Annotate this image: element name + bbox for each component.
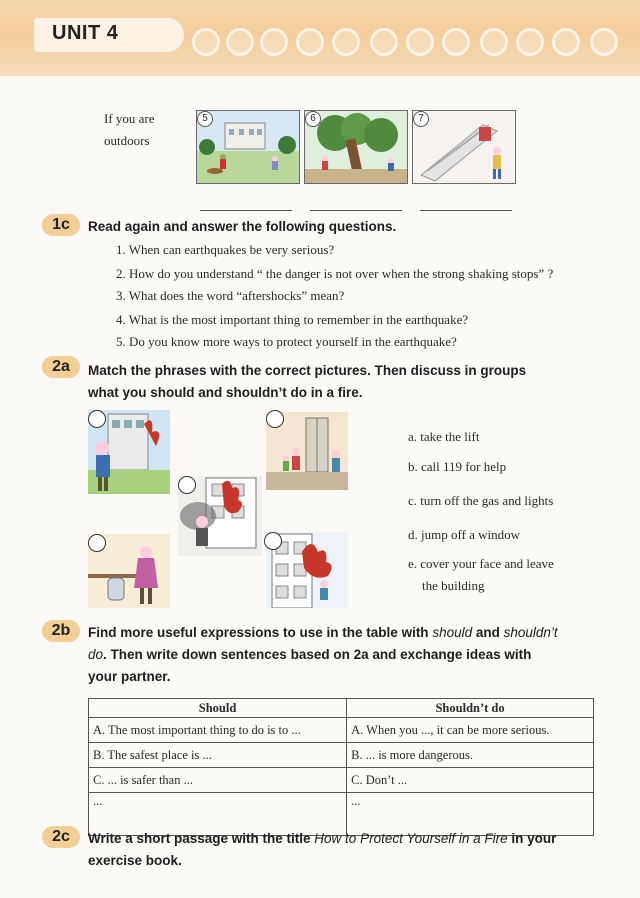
instruction-1c: Read again and answer the following questions.	[88, 219, 397, 234]
picture-outdoors-bridge	[412, 110, 516, 184]
option-d: d. jump off a window	[408, 527, 521, 542]
table-cell: A. When you ..., it can be more serious.	[347, 718, 594, 743]
deco-ring	[296, 28, 324, 56]
section-badge-2b: 2b	[42, 620, 80, 642]
picture-number: 7	[413, 111, 429, 127]
instruction-2a-line1: Match the phrases with the correct pictures. Then discuss in groups	[88, 363, 527, 378]
unit-header-band	[0, 0, 640, 76]
match-answer-circle[interactable]	[266, 410, 284, 428]
question-4: 4. What is the most important thing to remember in the earthquake?	[116, 312, 469, 327]
table-cell: C. Don’t ...	[347, 768, 594, 793]
question-2: 2. How do you understand “ the danger is not over when the strong shaking stops” ?	[116, 266, 554, 281]
table-cell: B. The safest place is ...	[89, 743, 347, 768]
table-row	[89, 718, 594, 743]
table-cell: ...	[89, 793, 347, 836]
instruction-2a-line2: what you should and shouldn’t do in a fire.	[88, 385, 363, 400]
deco-ring	[260, 28, 288, 56]
section-badge-1c: 1c	[42, 214, 80, 236]
outdoors-label-line2: outdoors	[104, 133, 150, 148]
picture-outdoors-field	[196, 110, 300, 184]
deco-ring	[192, 28, 220, 56]
outdoors-label-line1: If you are	[104, 111, 155, 126]
match-answer-circle[interactable]	[264, 532, 282, 550]
table-header-should: Should	[89, 699, 347, 718]
should-shouldnt-table	[88, 698, 594, 836]
answer-blank[interactable]	[310, 210, 402, 211]
table-cell: B. ... is more dangerous.	[347, 743, 594, 768]
picture-number: 5	[197, 111, 213, 127]
match-answer-circle[interactable]	[88, 534, 106, 552]
option-e-continued: the building	[422, 578, 485, 593]
picture-number: 6	[305, 111, 321, 127]
instruction-2c-line1: Write a short passage with the title How to Protect Yourself in a Fire in your	[88, 831, 557, 846]
question-3: 3. What does the word “aftershocks” mean?	[116, 288, 345, 303]
picture-outdoors-tree	[304, 110, 408, 184]
unit-title: UNIT 4	[52, 22, 119, 44]
deco-ring	[480, 28, 508, 56]
deco-ring	[332, 28, 360, 56]
option-e: e. cover your face and leave	[408, 556, 554, 571]
deco-ring	[590, 28, 618, 56]
table-cell: ...	[347, 793, 594, 836]
instruction-2b-line1: Find more useful expressions to use in the table with should and shouldn’t	[88, 625, 558, 640]
table-row	[89, 743, 594, 768]
table-cell: A. The most important thing to do is to ...	[89, 718, 347, 743]
instruction-2b-line2: do. Then write down sentences based on 2a and exchange ideas with	[88, 647, 532, 662]
question-5: 5. Do you know more ways to protect yourself in the earthquake?	[116, 334, 457, 349]
instruction-2b-line3: your partner.	[88, 669, 171, 684]
table-header-shouldnt: Shouldn’t do	[347, 699, 594, 718]
section-badge-2c: 2c	[42, 826, 80, 848]
deco-ring	[516, 28, 544, 56]
answer-blank[interactable]	[200, 210, 292, 211]
option-b: b. call 119 for help	[408, 459, 507, 474]
deco-ring	[370, 28, 398, 56]
deco-ring	[442, 28, 470, 56]
table-cell: C. ... is safer than ...	[89, 768, 347, 793]
option-a: a. take the lift	[408, 429, 480, 444]
deco-ring	[226, 28, 254, 56]
answer-blank[interactable]	[420, 210, 512, 211]
deco-ring	[552, 28, 580, 56]
match-answer-circle[interactable]	[178, 476, 196, 494]
deco-ring	[406, 28, 434, 56]
match-answer-circle[interactable]	[88, 410, 106, 428]
instruction-2c-line2: exercise book.	[88, 853, 182, 868]
option-c: c. turn off the gas and lights	[408, 493, 554, 508]
table-row	[89, 768, 594, 793]
question-1: 1. When can earthquakes be very serious?	[116, 242, 335, 257]
section-badge-2a: 2a	[42, 356, 80, 378]
